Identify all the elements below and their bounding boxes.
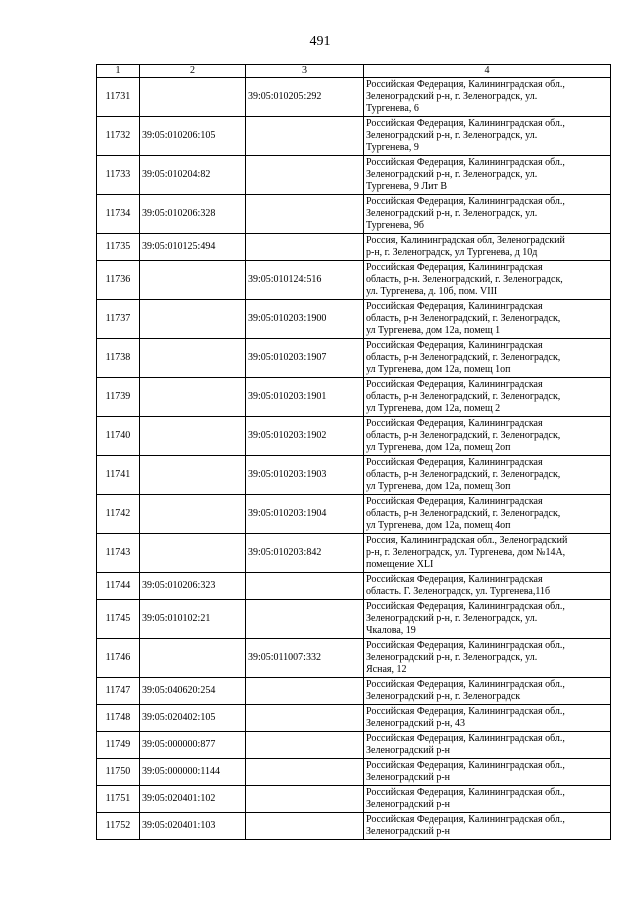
cadastral-number-alt-cell — [246, 732, 364, 759]
address-cell — [364, 195, 611, 234]
address-line: Тургенева, 9б — [366, 220, 424, 231]
address-line: Российская Федерация, Калининградская обл., — [366, 787, 565, 798]
address-cell — [364, 813, 611, 840]
address-cell — [364, 600, 611, 639]
cadastral-number-cell: 39:05:020401:102 — [140, 786, 246, 813]
row-number-cell: 11742 — [97, 495, 140, 534]
table-row — [97, 156, 611, 195]
address-line: Российская Федерация, Калининградская обл., — [366, 814, 565, 825]
row-number-cell: 11734 — [97, 195, 140, 234]
address-line: ул Тургенева, дом 12а, помещ 2 — [366, 403, 501, 414]
cadastral-number-alt-cell — [246, 813, 364, 840]
address-cell — [364, 261, 611, 300]
cadastral-number-alt-cell: 39:05:010203:1904 — [246, 495, 364, 534]
address-line: Зеленоградский р-н, г. Зеленоградск, ул. — [366, 613, 538, 624]
column-header: 3 — [246, 65, 364, 78]
address-line: Российская Федерация, Калининградская обл., — [366, 601, 565, 612]
row-number-cell: 11732 — [97, 117, 140, 156]
row-number-cell: 11740 — [97, 417, 140, 456]
cadastral-number-cell: 39:05:000000:877 — [140, 732, 246, 759]
address-line: Зеленоградский р-н, г. Зеленоградск — [366, 691, 521, 702]
cadastral-number-cell — [140, 534, 246, 573]
address-cell — [364, 78, 611, 117]
address-line: Тургенева, 9 — [366, 142, 419, 153]
address-line: ул Тургенева, дом 12а, помещ 2оп — [366, 442, 511, 453]
table-row — [97, 195, 611, 234]
cadastral-number-alt-cell: 39:05:010203:1907 — [246, 339, 364, 378]
cadastral-number-alt-cell: 39:05:010203:1902 — [246, 417, 364, 456]
table-row — [97, 261, 611, 300]
row-number-cell: 11746 — [97, 639, 140, 678]
cadastral-number-alt-cell — [246, 600, 364, 639]
cadastral-number-cell: 39:05:000000:1144 — [140, 759, 246, 786]
address-line: Российская Федерация, Калининградская обл., — [366, 79, 565, 90]
address-line: р-н, г. Зеленоградск, ул. Тургенева, дом №14А, — [366, 547, 566, 558]
address-line: Ясная, 12 — [366, 664, 407, 675]
table-row — [97, 117, 611, 156]
address-line: ул. Тургенева, д. 10б, пом. VIII — [366, 286, 498, 297]
address-line: Российская Федерация, Калининградская — [366, 496, 543, 507]
row-number-cell: 11737 — [97, 300, 140, 339]
cadastral-number-cell — [140, 261, 246, 300]
table-row — [97, 759, 611, 786]
address-line: область, р-н Зеленоградский, г. Зеленоградск, — [366, 391, 561, 402]
row-number-cell: 11735 — [97, 234, 140, 261]
table-row — [97, 534, 611, 573]
cadastral-number-alt-cell — [246, 786, 364, 813]
cadastral-number-cell: 39:05:010206:323 — [140, 573, 246, 600]
address-cell — [364, 678, 611, 705]
table-row — [97, 378, 611, 417]
address-line: область, р-н Зеленоградский, г. Зеленоградск, — [366, 352, 561, 363]
table-row — [97, 300, 611, 339]
address-cell — [364, 495, 611, 534]
row-number-cell: 11736 — [97, 261, 140, 300]
cadastral-number-cell — [140, 378, 246, 417]
address-line: Зеленоградский р-н, г. Зеленоградск, ул. — [366, 91, 538, 102]
address-line: Тургенева, 6 — [366, 103, 419, 114]
cadastral-number-cell: 39:05:010204:82 — [140, 156, 246, 195]
address-line: Россия, Калининградская обл, Зеленоградский — [366, 235, 565, 246]
cadastral-number-alt-cell — [246, 195, 364, 234]
table-body — [97, 78, 611, 840]
cadastral-number-alt-cell: 39:05:010203:1903 — [246, 456, 364, 495]
cadastral-number-alt-cell — [246, 156, 364, 195]
address-cell — [364, 759, 611, 786]
cadastral-number-cell: 39:05:010125:494 — [140, 234, 246, 261]
table-row — [97, 495, 611, 534]
row-number-cell: 11751 — [97, 786, 140, 813]
table-row — [97, 417, 611, 456]
address-cell — [364, 117, 611, 156]
cadastral-number-cell: 39:05:010206:105 — [140, 117, 246, 156]
address-line: Зеленоградский р-н, 43 — [366, 718, 466, 729]
row-number-cell: 11749 — [97, 732, 140, 759]
cadastral-number-cell — [140, 78, 246, 117]
cadastral-number-alt-cell: 39:05:010124:516 — [246, 261, 364, 300]
table-row — [97, 234, 611, 261]
header-row — [97, 65, 611, 78]
address-cell — [364, 786, 611, 813]
address-line: ул Тургенева, дом 12а, помещ 1 — [366, 325, 501, 336]
cadastral-number-cell: 39:05:020402:105 — [140, 705, 246, 732]
address-line: Российская Федерация, Калининградская обл., — [366, 640, 565, 651]
address-cell — [364, 573, 611, 600]
address-line: ул Тургенева, дом 12а, помещ 1оп — [366, 364, 511, 375]
address-line: ул Тургенева, дом 12а, помещ 4оп — [366, 520, 511, 531]
address-line: Российская Федерация, Калининградская обл., — [366, 157, 565, 168]
row-number-cell: 11743 — [97, 534, 140, 573]
address-line: Зеленоградский р-н, г. Зеленоградск, ул. — [366, 652, 538, 663]
address-line: р-н, г. Зеленоградск, ул Тургенева, д 10д — [366, 247, 538, 258]
address-line: область, р-н Зеленоградский, г. Зеленоградск, — [366, 469, 561, 480]
address-cell — [364, 234, 611, 261]
row-number-cell: 11739 — [97, 378, 140, 417]
table-row — [97, 678, 611, 705]
cadastral-number-cell: 39:05:010206:328 — [140, 195, 246, 234]
address-cell — [364, 639, 611, 678]
address-line: область, р-н Зеленоградский, г. Зеленоградск, — [366, 430, 561, 441]
table-row — [97, 573, 611, 600]
address-line: Российская Федерация, Калининградская — [366, 574, 543, 585]
cadastral-number-alt-cell: 39:05:010203:842 — [246, 534, 364, 573]
column-header: 2 — [140, 65, 246, 78]
cadastral-number-alt-cell — [246, 573, 364, 600]
address-cell — [364, 378, 611, 417]
address-cell — [364, 339, 611, 378]
address-line: Российская Федерация, Калининградская — [366, 301, 543, 312]
row-number-cell: 11744 — [97, 573, 140, 600]
address-line: Зеленоградский р-н — [366, 799, 451, 810]
column-header: 4 — [364, 65, 611, 78]
cadastral-number-alt-cell: 39:05:011007:332 — [246, 639, 364, 678]
table-row — [97, 339, 611, 378]
address-line: Российская Федерация, Калининградская обл., — [366, 706, 565, 717]
table-row — [97, 639, 611, 678]
address-cell — [364, 300, 611, 339]
cadastral-number-cell — [140, 339, 246, 378]
cadastral-number-cell: 39:05:010102:21 — [140, 600, 246, 639]
address-line: ул Тургенева, дом 12а, помещ 3оп — [366, 481, 511, 492]
table-row — [97, 78, 611, 117]
address-line: Зеленоградский р-н — [366, 745, 451, 756]
address-line: Зеленоградский р-н, г. Зеленоградск, ул. — [366, 169, 538, 180]
cadastral-number-alt-cell — [246, 234, 364, 261]
registry-table — [96, 64, 611, 840]
address-line: область, р-н Зеленоградский, г. Зеленоградск, — [366, 508, 561, 519]
address-line: область. Г. Зеленоградск, ул. Тургенева,11б — [366, 586, 551, 597]
row-number-cell: 11731 — [97, 78, 140, 117]
address-cell — [364, 534, 611, 573]
address-cell — [364, 156, 611, 195]
row-number-cell: 11741 — [97, 456, 140, 495]
address-line: Зеленоградский р-н, г. Зеленоградск, ул. — [366, 130, 538, 141]
address-line: Зеленоградский р-н — [366, 772, 451, 783]
table-row — [97, 786, 611, 813]
address-line: Российская Федерация, Калининградская — [366, 457, 543, 468]
cadastral-number-alt-cell — [246, 117, 364, 156]
address-line: Тургенева, 9 Лит В — [366, 181, 448, 192]
address-line: Российская Федерация, Калининградская обл., — [366, 196, 565, 207]
address-cell — [364, 456, 611, 495]
cadastral-number-alt-cell: 39:05:010205:292 — [246, 78, 364, 117]
row-number-cell: 11745 — [97, 600, 140, 639]
row-number-cell: 11748 — [97, 705, 140, 732]
address-line: область, р-н. Зеленоградский, г. Зеленоградск, — [366, 274, 563, 285]
table-row — [97, 600, 611, 639]
cadastral-number-alt-cell — [246, 759, 364, 786]
row-number-cell: 11738 — [97, 339, 140, 378]
cadastral-number-alt-cell — [246, 678, 364, 705]
row-number-cell: 11752 — [97, 813, 140, 840]
cadastral-number-cell — [140, 639, 246, 678]
address-line: область, р-н Зеленоградский, г. Зеленоградск, — [366, 313, 561, 324]
address-line: помещение XLI — [366, 559, 434, 570]
table-row — [97, 813, 611, 840]
address-cell — [364, 417, 611, 456]
row-number-cell: 11747 — [97, 678, 140, 705]
table-row — [97, 732, 611, 759]
cadastral-number-alt-cell — [246, 705, 364, 732]
cadastral-number-alt-cell: 39:05:010203:1901 — [246, 378, 364, 417]
page-number: 491 — [309, 34, 331, 49]
cadastral-number-cell: 39:05:020401:103 — [140, 813, 246, 840]
cadastral-number-cell: 39:05:040620:254 — [140, 678, 246, 705]
address-line: Российская Федерация, Калининградская — [366, 379, 543, 390]
address-line: Зеленоградский р-н, г. Зеленоградск, ул. — [366, 208, 538, 219]
address-line: Российская Федерация, Калининградская — [366, 262, 543, 273]
row-number-cell: 11750 — [97, 759, 140, 786]
row-number-cell: 11733 — [97, 156, 140, 195]
address-line: Россия, Калининградская обл., Зеленоградский — [366, 535, 568, 546]
cadastral-number-cell — [140, 300, 246, 339]
cadastral-number-alt-cell: 39:05:010203:1900 — [246, 300, 364, 339]
address-line: Российская Федерация, Калининградская — [366, 418, 543, 429]
address-line: Российская Федерация, Калининградская обл., — [366, 118, 565, 129]
table-row — [97, 705, 611, 732]
address-line: Российская Федерация, Калининградская обл., — [366, 733, 565, 744]
cadastral-number-cell — [140, 456, 246, 495]
address-cell — [364, 732, 611, 759]
address-line: Российская Федерация, Калининградская обл., — [366, 760, 565, 771]
table-row — [97, 456, 611, 495]
address-line: Российская Федерация, Калининградская обл., — [366, 679, 565, 690]
address-line: Зеленоградский р-н — [366, 826, 451, 837]
address-line: Чкалова, 19 — [366, 625, 416, 636]
cadastral-number-cell — [140, 417, 246, 456]
cadastral-number-cell — [140, 495, 246, 534]
address-cell — [364, 705, 611, 732]
address-line: Российская Федерация, Калининградская — [366, 340, 543, 351]
column-header: 1 — [97, 65, 140, 78]
